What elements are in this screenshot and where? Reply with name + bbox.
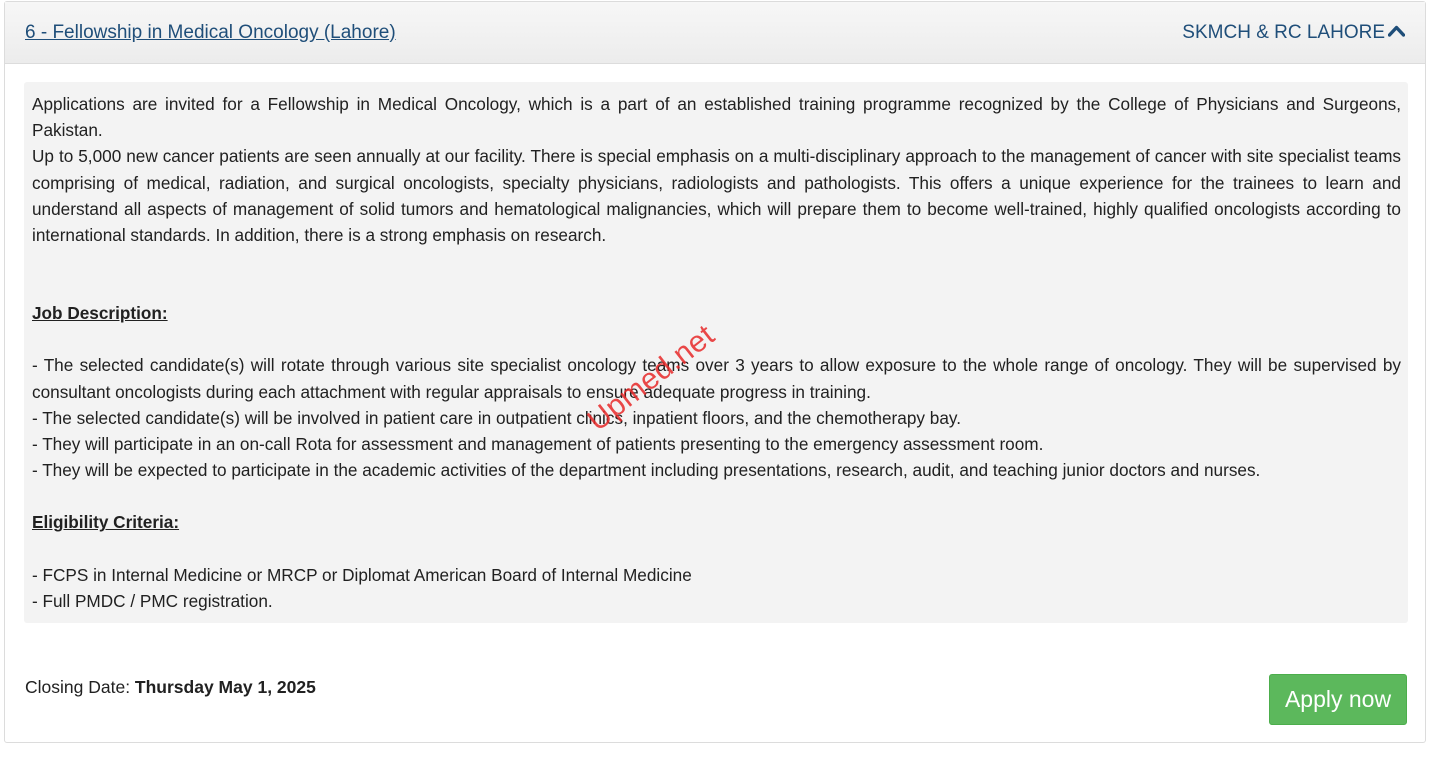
- eligibility-item: - FCPS in Internal Medicine or MRCP or Diplomat American Board of Internal Medicine: [32, 564, 692, 585]
- closing-date: [25, 677, 316, 698]
- closing-date-label: Closing Date:: [25, 677, 135, 697]
- intro-paragraph: Up to 5,000 new cancer patients are seen annually at our facility. There is special emphasis on a multi-disciplinary approach to the management of cancer with site specialist teams comprising of medical, radiation, and surgical oncologists, specialty physicians, radiologists and pathologists. This offers a unique experience for the trainees to learn and understand all aspects of management of solid tumors and hematological malignancies, which will prepare them to become well-trained, highly qualified oncologists according to international standards. In addition, there is a strong emphasis on research.: [32, 146, 1401, 246]
- job-description-item: - They will participate in an on-call Rota for assessment and management of patients presenting to the emergency assessment room.: [32, 434, 1044, 455]
- intro-paragraph: Applications are invited for a Fellowship in Medical Oncology, which is a part of an established training programme recognized by the College of Physicians and Surgeons, Pakistan.: [32, 94, 1401, 141]
- job-description-item: - The selected candidate(s) will be involved in patient care in outpatient clinics, inpatient floors, and the chemotherapy bay.: [32, 407, 961, 428]
- job-panel-header[interactable]: [5, 2, 1425, 64]
- eligibility-heading: Eligibility Criteria:: [32, 512, 180, 533]
- job-description-box: [24, 82, 1408, 623]
- employer-toggle[interactable]: [1182, 22, 1405, 44]
- chevron-up-icon: [1388, 25, 1405, 37]
- job-description-heading: Job Description:: [32, 303, 168, 324]
- eligibility-item: - Full PMDC / PMC registration.: [32, 590, 273, 611]
- closing-date-value: Thursday May 1, 2025: [134, 677, 316, 697]
- job-panel: [4, 1, 1426, 743]
- job-description-item: - The selected candidate(s) will rotate through various site specialist oncology teams over 3 years to allow exposure to the whole range of oncology. They will be supervised by consultant oncologists during each attachment with regular appraisals to ensure adequate progress in training.: [32, 355, 1401, 402]
- job-title-link[interactable]: 6 - Fellowship in Medical Oncology (Lahore): [25, 22, 396, 43]
- apply-now-button[interactable]: Apply now: [1269, 674, 1407, 725]
- employer-name: SKMCH & RC LAHORE: [1182, 22, 1385, 43]
- job-description-item: - They will be expected to participate in the academic activities of the department including presentations, research, audit, and teaching junior doctors and nurses.: [32, 460, 1261, 481]
- watermark-text: Upmed.net: [581, 318, 722, 438]
